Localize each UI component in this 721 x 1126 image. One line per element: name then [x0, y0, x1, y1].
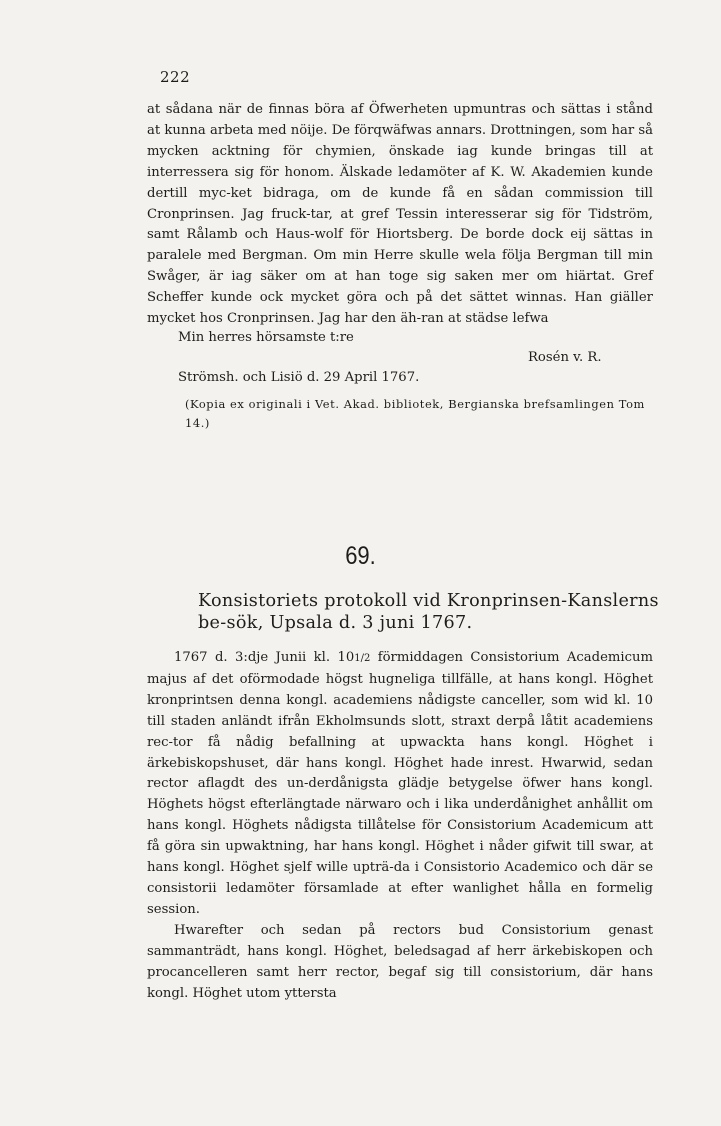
page-number: 222	[160, 68, 191, 86]
source-note: (Kopia ex originali i Vet. Akad. bibliotek, Bergianska brefsamlingen Tom 14.)	[185, 397, 645, 430]
letter-body-text: at sådana när de finnas böra af Öfwerheten upmuntras och sättas i stånd at kunna arbeta med nöije. De förqwäfwas annars. Drottningen, som har så mycken acktning för chymien, önskade iag kunde bringas till at interressera sig för honom. Älskade ledamöter af K. W. Akademien kunde dertill myc-ket bidraga, om de kunde få en sådan commission till Cronprinsen. Jag fruck-tar, at gref Tessin interesserar sig för Tidström, samt Rålamb och Haus-wolf för Hiortsberg. De borde dock eij sättas in paralele med Bergman. Om min Herre skulle wela följa Bergman till min Swåger, är iag säker om at han toge sig saken mer om hiärtat. Gref Scheffer kunde ock mycket göra och på det sättet winnas. Han giäller mycket hos Cronprinsen. Jag har den äh-ran at städse lefwa	[147, 102, 653, 327]
protocol-paragraph-1-rest: förmiddagen Consistorium Academicum majus af det oförmodade högst hugneliga tillfälle, at hans kongl. Höghet kronprintsen denna kongl. academiens nådigste canceller, som wid kl. 10 till staden anländt ifrån Ekholmsunds slott, straxt derpå låtit academiens rec-tor få nådig befallning at upwackta hans kongl. Höghet i ärkebiskopshuset, där hans kongl. Höghet hade inrest. Hwarwid, sedan rector aflagdt des un-derdånigsta glädje betygelse öfwer hans kongl. Höghets högst efterlängtade närwaro och i lika underdånighet anhållit om hans kongl. Höghets nådigsta tillåtelse för Consistorium Academicum att få göra sin upwaktning, har hans kongl. Höghet i nåder gifwit till swar, at hans kongl. Höghet sjelf wille upträ-da i Consistorio Academico och där se consistorii ledamöter församlade at efter wanlighet hålla en formelig session.	[147, 650, 653, 917]
protocol-body-section	[147, 648, 653, 1004]
letter-place-date: Strömsh. och Lisiö d. 29 April 1767.	[178, 370, 420, 385]
protocol-paragraph-1-fraction: 1/2	[354, 653, 371, 664]
protocol-paragraph-2: Hwarefter och sedan på rectors bud Consistorium genast sammanträdt, hans kongl. Höghet, beledsagad af herr ärkebiskopen och procancelleren samt herr rector, begaf sig till consistorium, där hans kongl. Höghet utom yttersta	[147, 922, 653, 1001]
letter-signature: Rosén v. R.	[528, 350, 602, 365]
document-number: 69.	[345, 542, 376, 570]
protocol-paragraph-1-start: 1767 d. 3:dje Junii kl. 10	[174, 650, 355, 665]
letter-body-section	[147, 100, 653, 330]
protocol-paragraph-1	[147, 648, 653, 921]
letter-salutation: Min herres hörsamste t:re	[178, 330, 354, 345]
document-title: Konsistoriets protokoll vid Kronprinsen-Kanslerns be-sök, Upsala d. 3 juni 1767.	[198, 591, 659, 633]
